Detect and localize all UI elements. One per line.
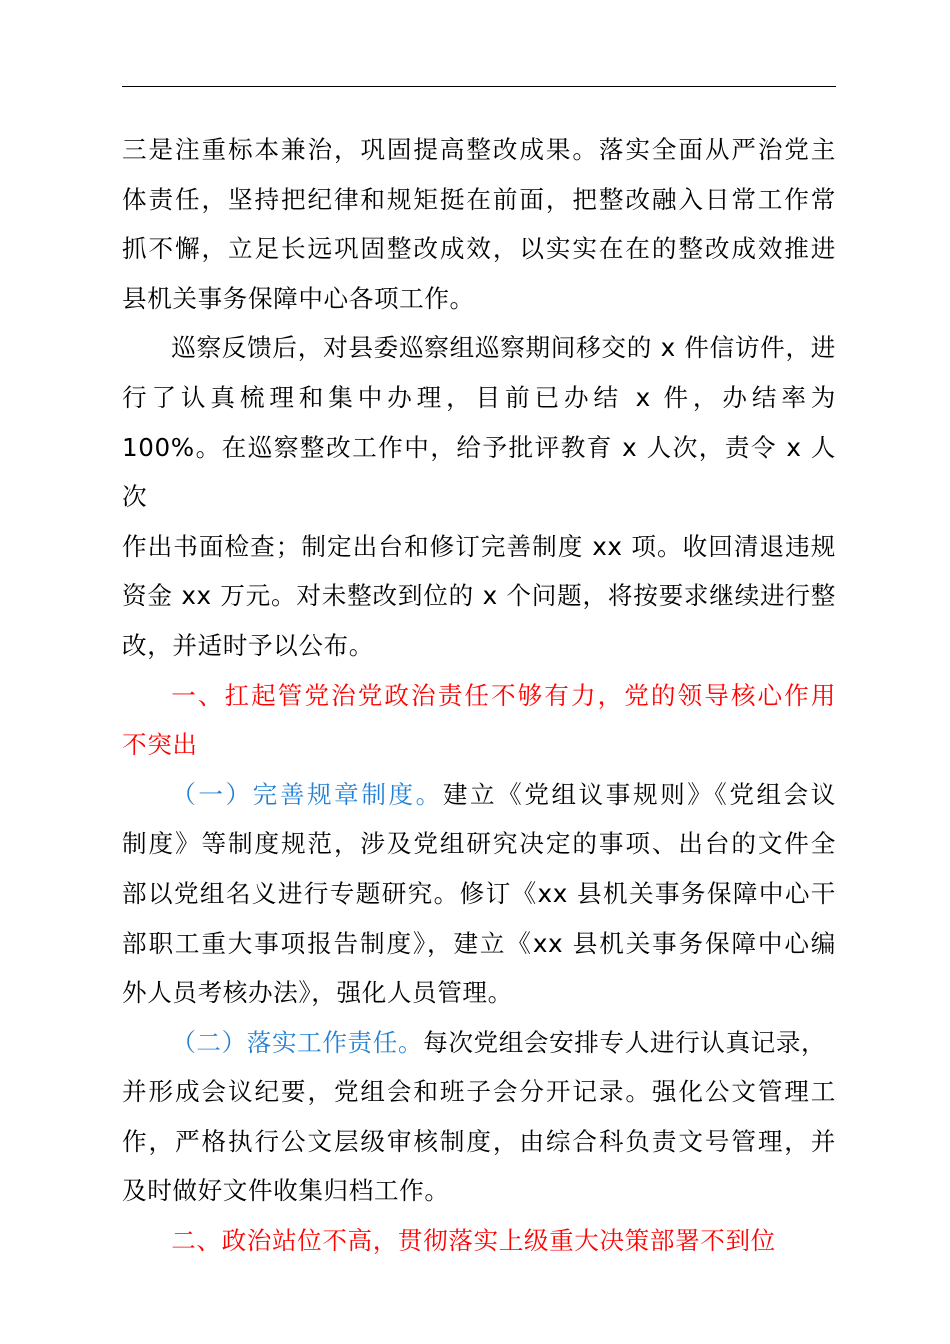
section-heading-2 [122,1216,836,1266]
text-line: 及时做好文件收集归档工作。 [122,1176,450,1206]
paragraph-improve-rules [122,770,836,1018]
text-run: 每次党组会安排专人进行认真记录， [423,1027,827,1057]
text-line: 部以党组名义进行专题研究。修订《xx 县机关事务保障中心干 [122,878,836,908]
text-line: 作，严格执行公文层级审核制度，由综合科负责文号管理，并 [122,1126,836,1156]
text-line: 部职工重大事项报告制度》，建立《xx 县机关事务保障中心编 [122,928,836,958]
text-line: 体责任，坚持把纪律和规矩挺在前面，把整改融入日常工作常 [122,184,836,214]
heading-line: 一、扛起管党治党政治责任不够有力，党的领导核心作用 [171,680,836,710]
text-run: 建立《党组议事规则》《党组会议 [442,779,836,809]
text-line: 抓不懈，立足长远巩固整改成效，以实实在在的整改成效推进 [122,234,836,264]
heading-line: 不突出 [122,730,198,760]
text-line: 县机关事务保障中心各项工作。 [122,283,475,313]
text-line: 100%。在巡察整改工作中，给予批评教育 x 人次，责令 x 人次 [122,432,836,512]
text-line: 资金 xx 万元。对未整改到位的 x 个问题，将按要求继续进行整 [122,581,836,611]
text-line [122,770,836,820]
text-line: 行了认真梳理和集中办理，目前已办结 x 件，办结率为 [122,382,836,412]
text-line: 外人员考核办法》，强化人员管理。 [122,978,513,1008]
subheading-lead: （二）落实工作责任。 [171,1027,424,1057]
text-line: 巡察反馈后，对县委巡察组巡察期间移交的 x 件信访件，进 [171,333,836,363]
text-line: 制度》等制度规范，涉及党组研究决定的事项、出台的文件全 [122,829,836,859]
section-heading-1 [122,671,836,770]
paragraph-rectification-results [122,125,836,323]
heading-line: 二、政治站位不高，贯彻落实上级重大决策部署不到位 [171,1226,776,1256]
text-line [122,1018,911,1068]
subheading-lead: （一）完善规章制度。 [171,779,443,809]
text-line: 并形成会议纪要，党组会和班子会分开记录。强化公文管理工 [122,1077,836,1107]
paragraph-petition-handling [122,323,836,670]
text-line: 改，并适时予以公布。 [122,630,374,660]
text-line: 三是注重标本兼治，巩固提高整改成果。落实全面从严治党主 [122,135,836,164]
paragraph-work-responsibility [122,1018,836,1216]
text-line: 作出书面检查；制定出台和修订完善制度 xx 项。收回清退违规 [122,531,836,561]
document-body [122,125,836,1266]
header-rule [122,86,836,87]
